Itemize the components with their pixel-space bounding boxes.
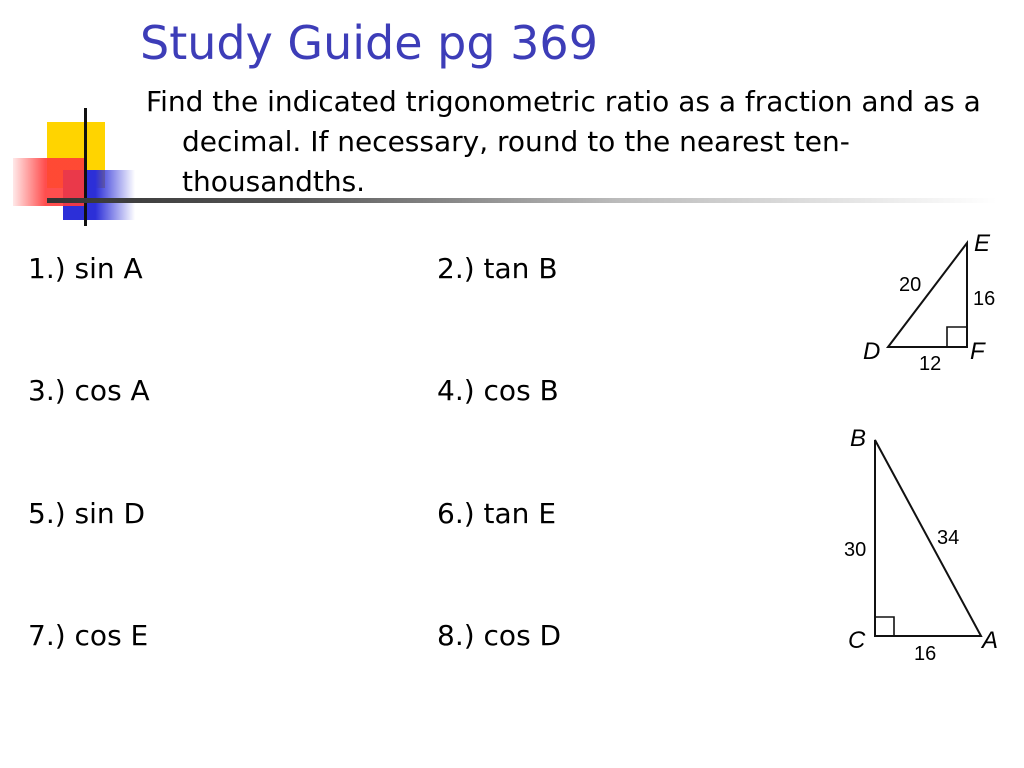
problem-6: 6.) tan E [437, 497, 557, 530]
problem-1: 1.) sin A [28, 252, 143, 285]
triangle-def-right-angle-mark [947, 327, 967, 347]
vertex-label-c: C [848, 627, 866, 654]
triangle-abc-diagram [840, 420, 1015, 670]
vertex-label-d: D [863, 338, 881, 365]
vertex-label-e: E [974, 230, 991, 257]
problem-4: 4.) cos B [437, 374, 559, 407]
side-label-bc: 30 [844, 539, 867, 561]
problem-7: 7.) cos E [28, 619, 149, 652]
problem-5: 5.) sin D [28, 497, 146, 530]
triangle-abc-shape [875, 440, 981, 636]
side-label-ca: 16 [914, 643, 937, 665]
instructions-text: Find the indicated trigonometric ratio as a fraction and as a decimal. If necessary, round to the nearest ten-thousandths. [146, 85, 981, 198]
decor-vertical-line [84, 108, 87, 226]
vertex-label-a: A [982, 627, 999, 654]
side-label-df: 12 [919, 353, 942, 375]
side-label-ef: 16 [973, 288, 996, 310]
vertex-label-f: F [970, 338, 985, 365]
triangle-def-diagram [855, 225, 1015, 380]
instructions [146, 82, 1006, 202]
side-label-ab: 34 [937, 527, 960, 549]
problem-3: 3.) cos A [28, 374, 150, 407]
vertex-label-b: B [850, 425, 867, 452]
problem-2: 2.) tan B [437, 252, 558, 285]
slide-title: Study Guide pg 369 [140, 16, 598, 70]
triangle-abc-right-angle-mark [875, 617, 894, 636]
side-label-de: 20 [899, 274, 922, 296]
problem-8: 8.) cos D [437, 619, 562, 652]
